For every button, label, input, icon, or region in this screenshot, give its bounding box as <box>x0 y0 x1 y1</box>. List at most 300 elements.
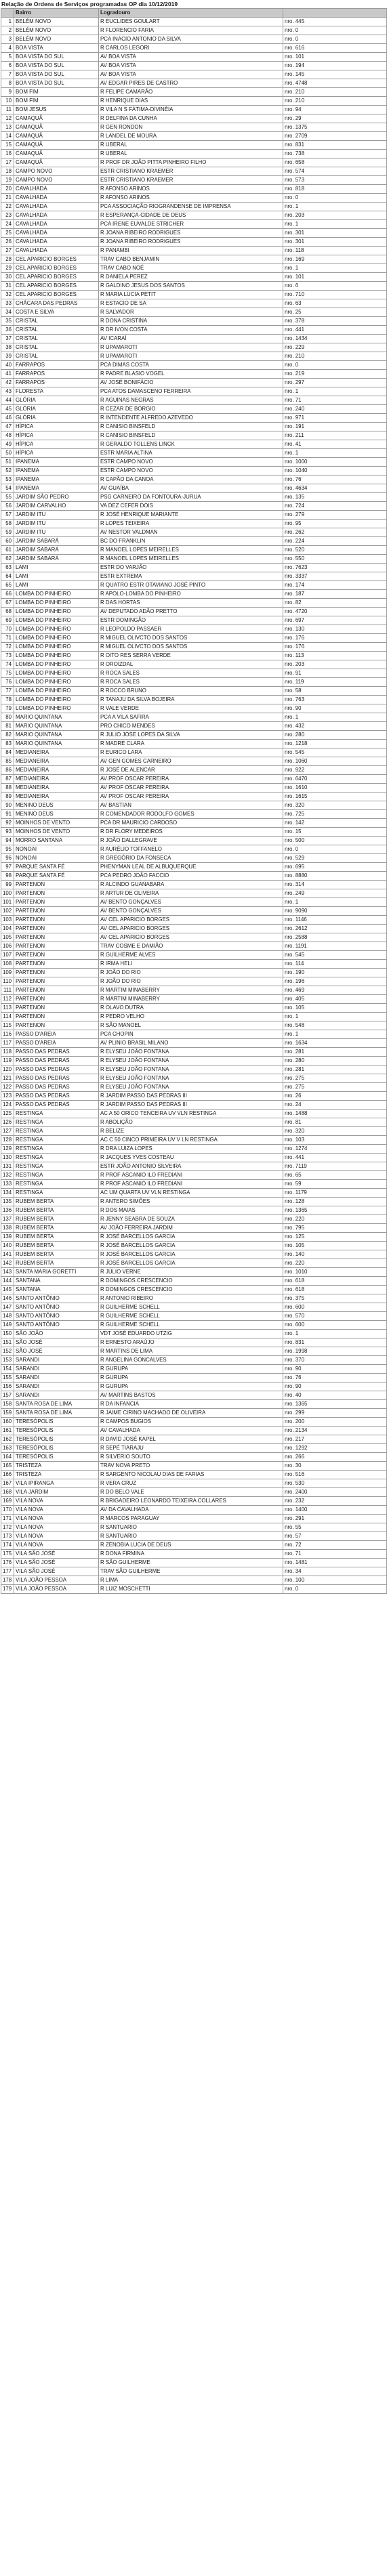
numero-cell: nro. 618 <box>283 1277 387 1286</box>
table-row <box>1 713 387 722</box>
row-number: 23 <box>1 211 14 220</box>
logradouro-cell: AV BOA VISTA <box>99 53 283 62</box>
logradouro-cell: R OITO RES SERRA VERDE <box>99 652 283 660</box>
bairro-cell: VILA JARDIM <box>14 1488 99 1497</box>
numero-cell: nro. 1000 <box>283 458 387 467</box>
numero-cell: nro. 105 <box>283 1004 387 1013</box>
table-row <box>1 264 387 273</box>
logradouro-cell: R ESPERANÇA-CIDADE DE DEUS <box>99 211 283 220</box>
table-row <box>1 440 387 449</box>
bairro-cell: SARANDI <box>14 1391 99 1400</box>
numero-cell: nro. 3337 <box>283 572 387 581</box>
numero-cell: nro. 763 <box>283 696 387 704</box>
row-number: 100 <box>1 889 14 898</box>
logradouro-cell: R JOSÉ BARCELLOS GARCIA <box>99 1259 283 1268</box>
numero-cell: nro. 1 <box>283 1013 387 1021</box>
logradouro-cell: R GURUPA <box>99 1382 283 1391</box>
numero-cell: nro. 6 <box>283 282 387 291</box>
table-row <box>1 1013 387 1021</box>
logradouro-cell: R LUIZ MOSCHETTI <box>99 1585 283 1594</box>
row-number: 11 <box>1 106 14 114</box>
logradouro-cell: AV DA CAVALHADA <box>99 1506 283 1515</box>
column-header-logradouro: Logradouro <box>99 9 283 18</box>
bairro-cell: SANTO ANTÔNIO <box>14 1303 99 1312</box>
bairro-cell: CAMAQUÃ <box>14 132 99 141</box>
numero-cell: nro. 101 <box>283 273 387 282</box>
table-row <box>1 247 387 255</box>
table-row <box>1 1567 387 1576</box>
table-header <box>1 9 387 18</box>
row-number: 39 <box>1 352 14 361</box>
column-header-number <box>1 9 14 18</box>
table-row <box>1 740 387 748</box>
logradouro-cell: AC A 50 ORICO TENCEIRA UV VLN RESTINGA <box>99 1110 283 1118</box>
numero-cell: nro. 34 <box>283 1567 387 1576</box>
logradouro-cell: PHENYMAN LEAL DE ALBUQUERQUE <box>99 863 283 872</box>
table-row <box>1 572 387 581</box>
logradouro-cell: R VILA N S FÁTIMA-DIVINÉIA <box>99 106 283 114</box>
bairro-cell: MOINHOS DE VENTO <box>14 828 99 837</box>
table-row <box>1 555 387 564</box>
logradouro-cell: R UPAMAROTI <box>99 352 283 361</box>
numero-cell: nro. 8880 <box>283 872 387 881</box>
logradouro-cell: R UBERAL <box>99 150 283 159</box>
logradouro-cell: R MANOEL LOPES MEIRELLES <box>99 546 283 555</box>
table-row <box>1 396 387 405</box>
bairro-cell: SANTANA <box>14 1286 99 1294</box>
bairro-cell: MEDIANEIRA <box>14 757 99 766</box>
row-number: 90 <box>1 801 14 810</box>
bairro-cell: CAMAQUÃ <box>14 159 99 167</box>
table-row <box>1 53 387 62</box>
logradouro-cell: R ELYSEU JOÃO FONTANA <box>99 1048 283 1057</box>
table-row <box>1 1462 387 1471</box>
logradouro-cell: R ANTONIO RIBEIRO <box>99 1294 283 1303</box>
logradouro-cell: R JOSÉ BARCELLOS GARCIA <box>99 1250 283 1259</box>
bairro-cell: HÍPICA <box>14 423 99 431</box>
row-number: 26 <box>1 238 14 247</box>
table-row <box>1 590 387 599</box>
table-row <box>1 608 387 616</box>
table-row <box>1 1294 387 1303</box>
numero-cell: nro. 105 <box>283 1242 387 1250</box>
table-row <box>1 1189 387 1198</box>
bairro-cell: SANTO ANTÔNIO <box>14 1294 99 1303</box>
table-row <box>1 1145 387 1154</box>
logradouro-cell: PCA DIMAS COSTA <box>99 361 283 370</box>
row-number: 78 <box>1 696 14 704</box>
bairro-cell: MARIO QUINTANA <box>14 731 99 740</box>
table-row <box>1 916 387 925</box>
numero-cell: nro. 176 <box>283 634 387 643</box>
bairro-cell: VILA SÃO JOSÉ <box>14 1559 99 1567</box>
row-number: 136 <box>1 1206 14 1215</box>
table-row <box>1 97 387 106</box>
logradouro-cell: PCA CHOPIN <box>99 1030 283 1039</box>
table-row <box>1 1092 387 1101</box>
logradouro-cell: R DOMINGOS CRESCENCIO <box>99 1286 283 1294</box>
logradouro-cell: R AFONSO ARINOS <box>99 185 283 194</box>
row-number: 139 <box>1 1233 14 1242</box>
logradouro-cell: R DONA CRISTINA <box>99 317 283 326</box>
table-row <box>1 159 387 167</box>
logradouro-cell: R SANTUARIO <box>99 1523 283 1532</box>
bairro-cell: LOMBA DO PINHEIRO <box>14 590 99 599</box>
row-number: 55 <box>1 493 14 502</box>
logradouro-cell: R GUILHERME SCHELL <box>99 1303 283 1312</box>
bairro-cell: CAVALHADA <box>14 185 99 194</box>
row-number: 167 <box>1 1479 14 1488</box>
row-number: 113 <box>1 1004 14 1013</box>
numero-cell: nro. 6470 <box>283 775 387 784</box>
logradouro-cell: AV CEL APARICIO BORGES <box>99 916 283 925</box>
table-row <box>1 520 387 528</box>
bairro-cell: JARDIM ITU <box>14 520 99 528</box>
row-number: 44 <box>1 396 14 405</box>
row-number: 117 <box>1 1039 14 1048</box>
table-row <box>1 986 387 995</box>
numero-cell: nro. 710 <box>283 291 387 299</box>
logradouro-cell: AV CEL APARICIO BORGES <box>99 925 283 933</box>
logradouro-cell: R PROF DR JOÃO PITTA PINHEIRO FILHO <box>99 159 283 167</box>
logradouro-cell: R JÚLIO VERNE <box>99 1268 283 1277</box>
table-row <box>1 766 387 775</box>
row-number: 163 <box>1 1444 14 1453</box>
row-number: 82 <box>1 731 14 740</box>
table-row <box>1 1198 387 1206</box>
numero-cell: nro. 103 <box>283 1136 387 1145</box>
table-row <box>1 255 387 264</box>
row-number: 152 <box>1 1347 14 1356</box>
numero-cell: nro. 101 <box>283 53 387 62</box>
row-number: 13 <box>1 123 14 132</box>
logradouro-cell: R CAMPOS BUGIOS <box>99 1418 283 1427</box>
logradouro-cell: TRAV CABO BENJAMIN <box>99 255 283 264</box>
logradouro-cell: VA DEZ CEFER DOIS <box>99 502 283 511</box>
numero-cell: nro. 658 <box>283 159 387 167</box>
bairro-cell: PASSO DAS PEDRAS <box>14 1092 99 1101</box>
row-number: 118 <box>1 1048 14 1057</box>
numero-cell: nro. 174 <box>283 581 387 590</box>
bairro-cell: CAVALHADA <box>14 247 99 255</box>
bairro-cell: JARDIM SABARÁ <box>14 546 99 555</box>
row-number: 110 <box>1 977 14 986</box>
table-row <box>1 1250 387 1259</box>
table-row <box>1 1365 387 1374</box>
table-row <box>1 1118 387 1127</box>
logradouro-cell: R MARIA LUCIA PETIT <box>99 291 283 299</box>
row-number: 83 <box>1 740 14 748</box>
bairro-cell: RESTINGA <box>14 1154 99 1162</box>
table-row <box>1 35 387 44</box>
numero-cell: nro. 1365 <box>283 1206 387 1215</box>
numero-cell: nro. 203 <box>283 211 387 220</box>
logradouro-cell: R DONA FIRMINA <box>99 1550 283 1559</box>
logradouro-cell: R DELFINA DA CUNHA <box>99 114 283 123</box>
bairro-cell: CAVALHADA <box>14 211 99 220</box>
row-number: 77 <box>1 687 14 696</box>
table-row <box>1 449 387 458</box>
logradouro-cell: AV PLINIO BRASIL MILANO <box>99 1039 283 1048</box>
table-row <box>1 114 387 123</box>
logradouro-cell: R FLORENCIO FARIA <box>99 26 283 35</box>
row-number: 141 <box>1 1250 14 1259</box>
table-body <box>1 18 387 1594</box>
table-row <box>1 1065 387 1074</box>
numero-cell: nro. 1 <box>283 1030 387 1039</box>
table-row <box>1 1083 387 1092</box>
logradouro-cell: R LEOPOLDO PASSAER <box>99 625 283 634</box>
logradouro-cell: R JOSÉ BARCELLOS GARCIA <box>99 1233 283 1242</box>
numero-cell: nro. 275 <box>283 1083 387 1092</box>
bairro-cell: VILA JOÃO PESSOA <box>14 1576 99 1585</box>
numero-cell: nro. 548 <box>283 1021 387 1030</box>
page-title: Relação de Ordens de Serviços programadas OP dia 10/12/2019 <box>1 1 178 7</box>
numero-cell: nro. 2612 <box>283 925 387 933</box>
bairro-cell: LOMBA DO PINHEIRO <box>14 634 99 643</box>
table-row <box>1 1585 387 1594</box>
numero-cell: nro. 818 <box>283 185 387 194</box>
bairro-cell: RUBEM BERTA <box>14 1215 99 1224</box>
table-row <box>1 546 387 555</box>
numero-cell: nro. 196 <box>283 977 387 986</box>
row-number: 116 <box>1 1030 14 1039</box>
bairro-cell: RUBEM BERTA <box>14 1259 99 1268</box>
table-row <box>1 44 387 53</box>
table-row <box>1 1338 387 1347</box>
table-row <box>1 1171 387 1180</box>
numero-cell: nro. 55 <box>283 1523 387 1532</box>
row-number: 18 <box>1 167 14 176</box>
row-number: 111 <box>1 986 14 995</box>
table-row <box>1 326 387 335</box>
numero-cell: nro. 1400 <box>283 1506 387 1515</box>
logradouro-cell: R ABOLIÇÃO <box>99 1118 283 1127</box>
logradouro-cell: AV JOSÉ BONIFÁCIO <box>99 379 283 387</box>
row-number: 95 <box>1 845 14 854</box>
table-row <box>1 599 387 608</box>
row-number: 131 <box>1 1162 14 1171</box>
bairro-cell: PARTENON <box>14 977 99 986</box>
table-row <box>1 616 387 625</box>
bairro-cell: PASSO DAS PEDRAS <box>14 1101 99 1110</box>
row-number: 91 <box>1 810 14 819</box>
table-row <box>1 784 387 793</box>
logradouro-cell: R UPAMAROTI <box>99 343 283 352</box>
logradouro-cell: R CANISIO BINSFELD <box>99 431 283 440</box>
numero-cell: nro. 1 <box>283 220 387 229</box>
row-number: 48 <box>1 431 14 440</box>
bairro-cell: SARANDI <box>14 1374 99 1382</box>
table-row <box>1 793 387 801</box>
bairro-cell: PASSO D'AREIA <box>14 1030 99 1039</box>
row-number: 50 <box>1 449 14 458</box>
numero-cell: nro. 445 <box>283 18 387 26</box>
header-row <box>1 9 387 18</box>
logradouro-cell: R MIGUEL OLIVCTO DOS SANTOS <box>99 634 283 643</box>
row-number: 140 <box>1 1242 14 1250</box>
numero-cell: nro. 220 <box>283 1259 387 1268</box>
numero-cell: nro. 574 <box>283 167 387 176</box>
row-number: 25 <box>1 229 14 238</box>
table-row <box>1 1471 387 1479</box>
table-row <box>1 757 387 766</box>
row-number: 32 <box>1 291 14 299</box>
row-number: 156 <box>1 1382 14 1391</box>
bairro-cell: CAVALHADA <box>14 238 99 247</box>
bairro-cell: RUBEM BERTA <box>14 1250 99 1259</box>
numero-cell: nro. 200 <box>283 1418 387 1427</box>
numero-cell: nro. 1218 <box>283 740 387 748</box>
table-row <box>1 1101 387 1110</box>
numero-cell: nro. 90 <box>283 1382 387 1391</box>
row-number: 58 <box>1 520 14 528</box>
numero-cell: nro. 191 <box>283 423 387 431</box>
table-row <box>1 1110 387 1118</box>
table-row <box>1 872 387 881</box>
table-row <box>1 273 387 282</box>
numero-cell: nro. 100 <box>283 1576 387 1585</box>
bairro-cell: IPANEMA <box>14 476 99 484</box>
bairro-cell: PARTENON <box>14 925 99 933</box>
row-number: 41 <box>1 370 14 379</box>
bairro-cell: TERESÓPOLIS <box>14 1427 99 1435</box>
bairro-cell: MENINO DEUS <box>14 810 99 819</box>
row-number: 36 <box>1 326 14 335</box>
numero-cell: nro. 516 <box>283 1471 387 1479</box>
bairro-cell: HÍPICA <box>14 431 99 440</box>
bairro-cell: TERESÓPOLIS <box>14 1435 99 1444</box>
logradouro-cell: R ARTUR DE OLIVEIRA <box>99 889 283 898</box>
row-number: 109 <box>1 969 14 977</box>
table-row <box>1 1303 387 1312</box>
numero-cell: nro. 40 <box>283 1391 387 1400</box>
logradouro-cell: R ERNESTO ARAÚJO <box>99 1338 283 1347</box>
bairro-cell: SANTANA <box>14 1277 99 1286</box>
numero-cell: nro. 128 <box>283 1198 387 1206</box>
row-number: 8 <box>1 79 14 88</box>
logradouro-cell: PCA ASSOCIAÇÃO RIOGRANDENSE DE IMPRENSA <box>99 203 283 211</box>
bairro-cell: PARTENON <box>14 933 99 942</box>
row-number: 128 <box>1 1136 14 1145</box>
logradouro-cell: TRAV SÃO GUILHERME <box>99 1567 283 1576</box>
logradouro-cell: R MADRE CLARA <box>99 740 283 748</box>
logradouro-cell: R PROF ASCANIO ILO FREDIANI <box>99 1171 283 1180</box>
row-number: 30 <box>1 273 14 282</box>
bairro-cell: BOA VISTA DO SUL <box>14 79 99 88</box>
row-number: 73 <box>1 652 14 660</box>
row-number: 74 <box>1 660 14 669</box>
numero-cell: nro. 249 <box>283 889 387 898</box>
logradouro-cell: R LOPES TEIXEIRA <box>99 520 283 528</box>
logradouro-cell: PCA IRENE EUVALDE STRICHER <box>99 220 283 229</box>
logradouro-cell: R ALCINDO GUANABARA <box>99 881 283 889</box>
bairro-cell: MEDIANEIRA <box>14 748 99 757</box>
row-number: 47 <box>1 423 14 431</box>
numero-cell: nro. 135 <box>283 493 387 502</box>
logradouro-cell: R GUILHERME SCHELL <box>99 1312 283 1321</box>
bairro-cell: PASSO DAS PEDRAS <box>14 1057 99 1065</box>
table-row <box>1 933 387 942</box>
numero-cell: nro. 145 <box>283 70 387 79</box>
numero-cell: nro. 229 <box>283 343 387 352</box>
numero-cell: nro. 1292 <box>283 1444 387 1453</box>
logradouro-cell: PCA PEDRO JOÃO FACCIO <box>99 872 283 881</box>
logradouro-cell: ESTR CRISTIANO KRAEMER <box>99 176 283 185</box>
table-row <box>1 1004 387 1013</box>
table-row <box>1 907 387 916</box>
logradouro-cell: R QUATRO ESTR OTAVIANO JOSÉ PINTO <box>99 581 283 590</box>
row-number: 16 <box>1 150 14 159</box>
table-row <box>1 704 387 713</box>
logradouro-cell: AV GUAÍBA <box>99 484 283 493</box>
bairro-cell: CEL APARICIO BORGES <box>14 291 99 299</box>
logradouro-cell: R JOÃO DO RIO <box>99 977 283 986</box>
table-row <box>1 1127 387 1136</box>
bairro-cell: CEL APARICIO BORGES <box>14 255 99 264</box>
bairro-cell: GLÓRIA <box>14 396 99 405</box>
numero-cell: nro. 618 <box>283 1286 387 1294</box>
row-number: 72 <box>1 643 14 652</box>
numero-cell: nro. 375 <box>283 1294 387 1303</box>
bairro-cell: RUBEM BERTA <box>14 1242 99 1250</box>
numero-cell: nro. 545 <box>283 748 387 757</box>
numero-cell: nro. 71 <box>283 396 387 405</box>
numero-cell: nro. 281 <box>283 1048 387 1057</box>
logradouro-cell: AV NESTOR VALDMAN <box>99 528 283 537</box>
table-row <box>1 1206 387 1215</box>
bairro-cell: RESTINGA <box>14 1110 99 1118</box>
logradouro-cell: R CARLOS LEGORI <box>99 44 283 53</box>
logradouro-cell: AV JOÃO FERREIRA JARDIM <box>99 1224 283 1233</box>
numero-cell: nro. 0 <box>283 361 387 370</box>
table-row <box>1 282 387 291</box>
row-number: 96 <box>1 854 14 863</box>
table-row <box>1 1268 387 1277</box>
bairro-cell: CAMPO NOVO <box>14 176 99 185</box>
numero-cell: nro. 142 <box>283 819 387 828</box>
logradouro-cell: AV CEL APARICIO BORGES <box>99 933 283 942</box>
row-number: 151 <box>1 1338 14 1347</box>
bairro-cell: SARANDI <box>14 1356 99 1365</box>
row-number: 14 <box>1 132 14 141</box>
bairro-cell: BOM JESUS <box>14 106 99 114</box>
row-number: 115 <box>1 1021 14 1030</box>
row-number: 121 <box>1 1074 14 1083</box>
row-number: 68 <box>1 608 14 616</box>
row-number: 127 <box>1 1127 14 1136</box>
logradouro-cell: R DRA LUIZA LOPES <box>99 1145 283 1154</box>
bairro-cell: PASSO DAS PEDRAS <box>14 1083 99 1092</box>
table-row <box>1 1162 387 1171</box>
bairro-cell: SANTA MARIA GORETTI <box>14 1268 99 1277</box>
row-number: 67 <box>1 599 14 608</box>
row-number: 106 <box>1 942 14 951</box>
table-row <box>1 1074 387 1083</box>
row-number: 75 <box>1 669 14 678</box>
table-row <box>1 652 387 660</box>
bairro-cell: LOMBA DO PINHEIRO <box>14 660 99 669</box>
table-row <box>1 581 387 590</box>
bairro-cell: NONOAI <box>14 845 99 854</box>
row-number: 168 <box>1 1488 14 1497</box>
numero-cell: nro. 220 <box>283 1215 387 1224</box>
bairro-cell: SÃO JOSÉ <box>14 1347 99 1356</box>
numero-cell: nro. 203 <box>283 660 387 669</box>
table-row <box>1 1374 387 1382</box>
row-number: 104 <box>1 925 14 933</box>
numero-cell: nro. 530 <box>283 1479 387 1488</box>
